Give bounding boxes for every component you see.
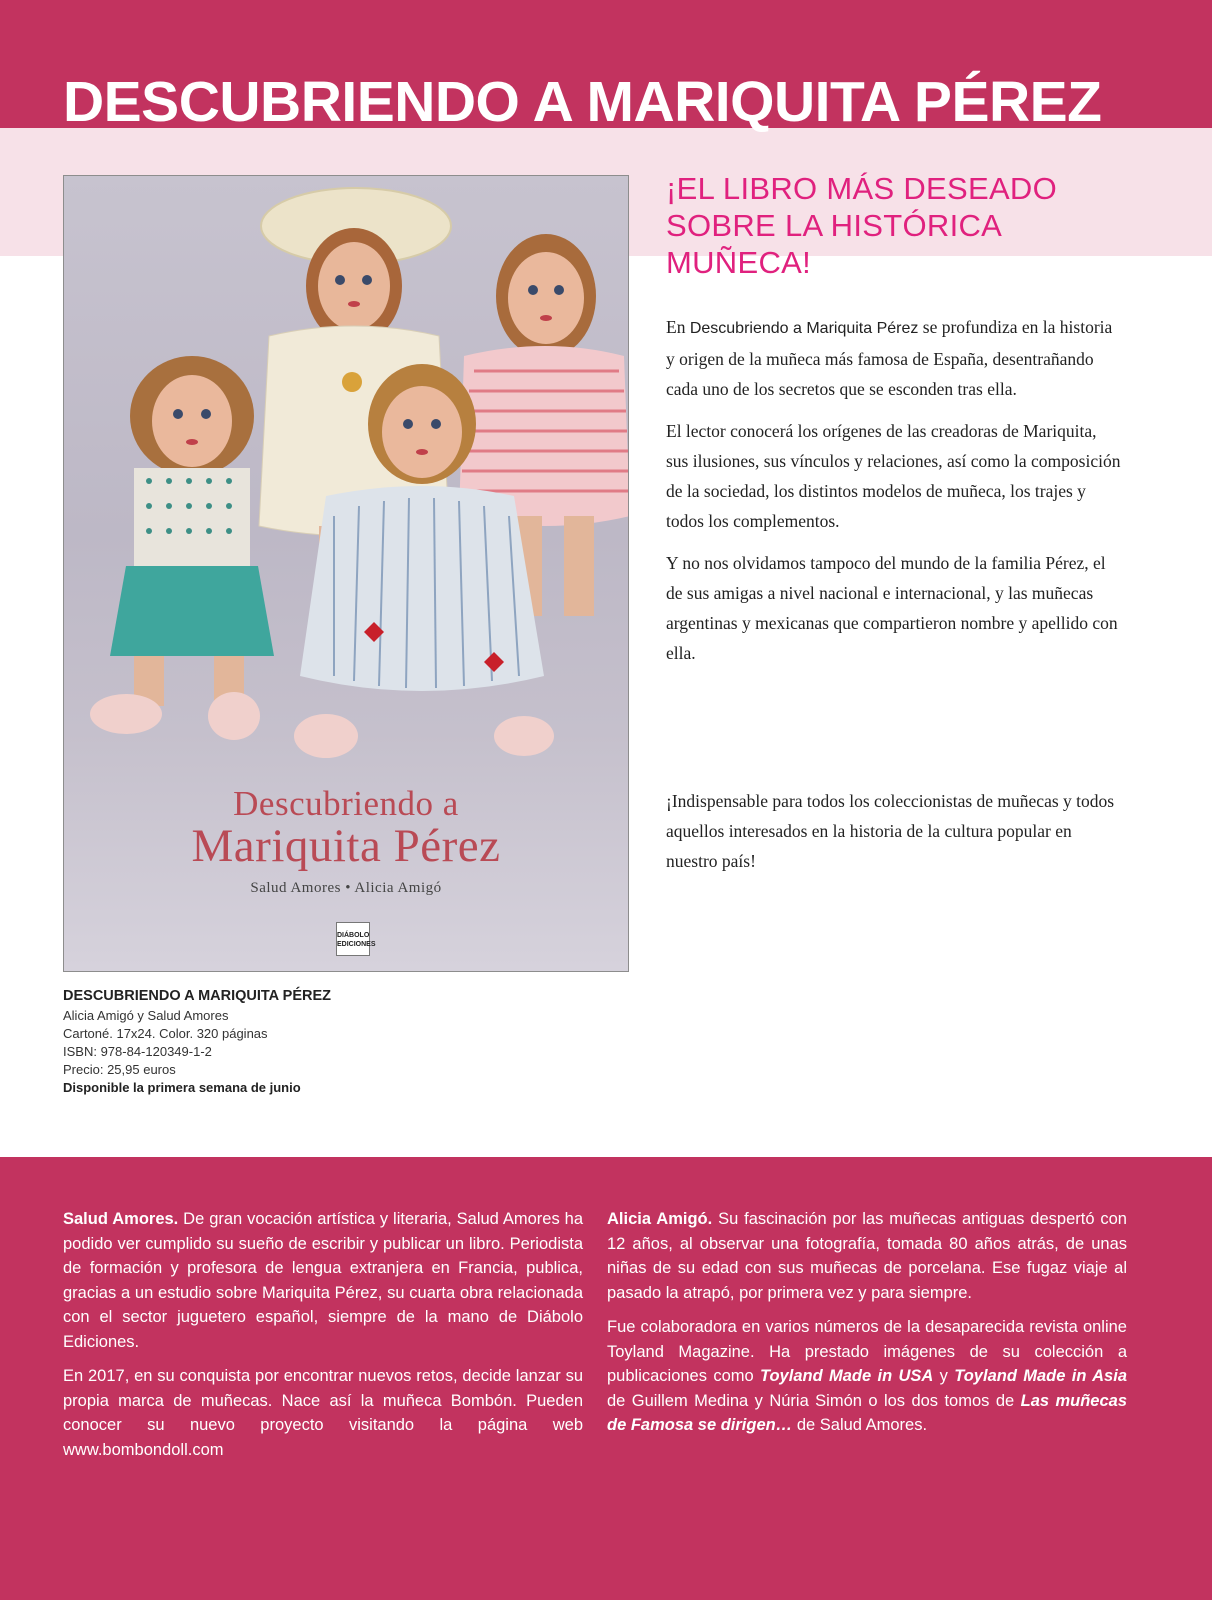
details-isbn: ISBN: 978-84-120349-1-2 bbox=[63, 1044, 212, 1059]
book-cover bbox=[63, 175, 629, 972]
bio-amigo-text-2e: de Guillem Medina y Núria Simón o los dos tomos de bbox=[607, 1391, 1021, 1410]
bio-amores-text-1: De gran vocación artística y literaria, Salud Amores ha podido ver cumplido su sueño de escribir y publicar un libro. Periodista de formación y profesora de lengua extranjera en Francia, publica, gracias a un estudio sobre Mariquita Pérez, su cuarta obra relacionada con el sector juguetero español, siempre de la mano de Diábolo Ediciones. bbox=[63, 1210, 583, 1351]
details-authors: Alicia Amigó y Salud Amores bbox=[63, 1008, 229, 1023]
intro-book-title: Descubriendo a Mariquita Pérez bbox=[689, 320, 919, 337]
page-title: DESCUBRIENDO A MARIQUITA PÉREZ bbox=[63, 70, 1102, 134]
bio-amigo-paragraph-1 bbox=[607, 1207, 1127, 1305]
book-title-toyland-asia: Toyland Made in Asia bbox=[954, 1367, 1127, 1385]
bio-alicia-amigo bbox=[607, 1207, 1127, 1448]
doll-green-skirt bbox=[90, 356, 274, 740]
bio-amigo-text-2a: Fue colaboradora en varios números de la desaparecida revista online Toyland Magazine. Ha prestado imágenes de su colección a publicaciones como bbox=[607, 1318, 1127, 1385]
details-price: Precio: 25,95 euros bbox=[63, 1062, 176, 1077]
intro-lead: En bbox=[666, 317, 690, 337]
cover-authors: Salud Amores • Alicia Amigó bbox=[250, 880, 442, 896]
bio-amigo-text-1: Su fascinación por las muñecas antiguas despertó con 12 años, al observar una fotografía, tomada 80 años atrás, de unas niñas de su edad con sus muñecas de porcelana. Ese fugaz viaje al pasado la atrapó, por primera vez y para siempre. bbox=[607, 1210, 1127, 1302]
bio-amores-name: Salud Amores. bbox=[63, 1210, 179, 1228]
bio-amigo-text-2g: de Salud Amores. bbox=[792, 1416, 928, 1434]
cover-title-line1: Descubriendo a bbox=[233, 784, 459, 823]
intro-paragraph-2: El lector conocerá los orígenes de las creadoras de Mariquita, sus ilusiones, sus vínculos y relaciones, así como la composición de la sociedad, los distintos modelos de muñeca, los trajes y todos los complementos. bbox=[666, 421, 1121, 531]
book-title-toyland-usa: Toyland Made in USA bbox=[760, 1367, 934, 1385]
bio-amigo-text-2c: y bbox=[933, 1367, 955, 1385]
intro-text bbox=[666, 312, 1122, 680]
details-title: DESCUBRIENDO A MARIQUITA PÉREZ bbox=[63, 988, 331, 1004]
details-format: Cartoné. 17x24. Color. 320 páginas bbox=[63, 1026, 268, 1041]
bio-salud-amores bbox=[63, 1207, 583, 1472]
closing-text: ¡Indispensable para todos los coleccionistas de muñecas y todos aquellos interesados en la historia de la cultura popular en nuestro país! bbox=[666, 791, 1115, 871]
intro-paragraph-3: Y no nos olvidamos tampoco del mundo de la familia Pérez, el de sus amigas a nivel nacional e internacional, y las muñecas argentinas y mexicanas que compartieron nombre y apellido con ella. bbox=[666, 553, 1118, 663]
bio-amigo-name: Alicia Amigó. bbox=[607, 1210, 713, 1228]
bio-amigo-paragraph-2 bbox=[607, 1315, 1127, 1438]
bio-amores-paragraph-2: En 2017, en su conquista por encontrar nuevos retos, decide lanzar su propia marca de muñecas. Nace así la muñeca Bombón. Pueden conocer su nuevo proyecto visitando la página web www.bombondoll.com bbox=[63, 1367, 583, 1459]
details-availability: Disponible la primera semana de junio bbox=[63, 1080, 301, 1095]
book-title-famosa: Las muñecas de Famosa se dirigen… bbox=[607, 1391, 1127, 1434]
bio-amores-paragraph-1 bbox=[63, 1207, 583, 1354]
publisher-logo: DIÁBOLO EDICIONES bbox=[336, 922, 370, 956]
intro-paragraph-1 bbox=[666, 312, 1122, 404]
book-details bbox=[63, 985, 563, 1097]
cover-title-line2: Mariquita Pérez bbox=[191, 820, 501, 872]
headline: ¡EL LIBRO MÁS DESEADO SOBRE LA HISTÓRICA MUÑECA! bbox=[666, 171, 1058, 280]
intro-rest: se profundiza en la historia y origen de la muñeca más famosa de España, desentrañando cada uno de los secretos que se esconden tras ella. bbox=[666, 317, 1113, 399]
